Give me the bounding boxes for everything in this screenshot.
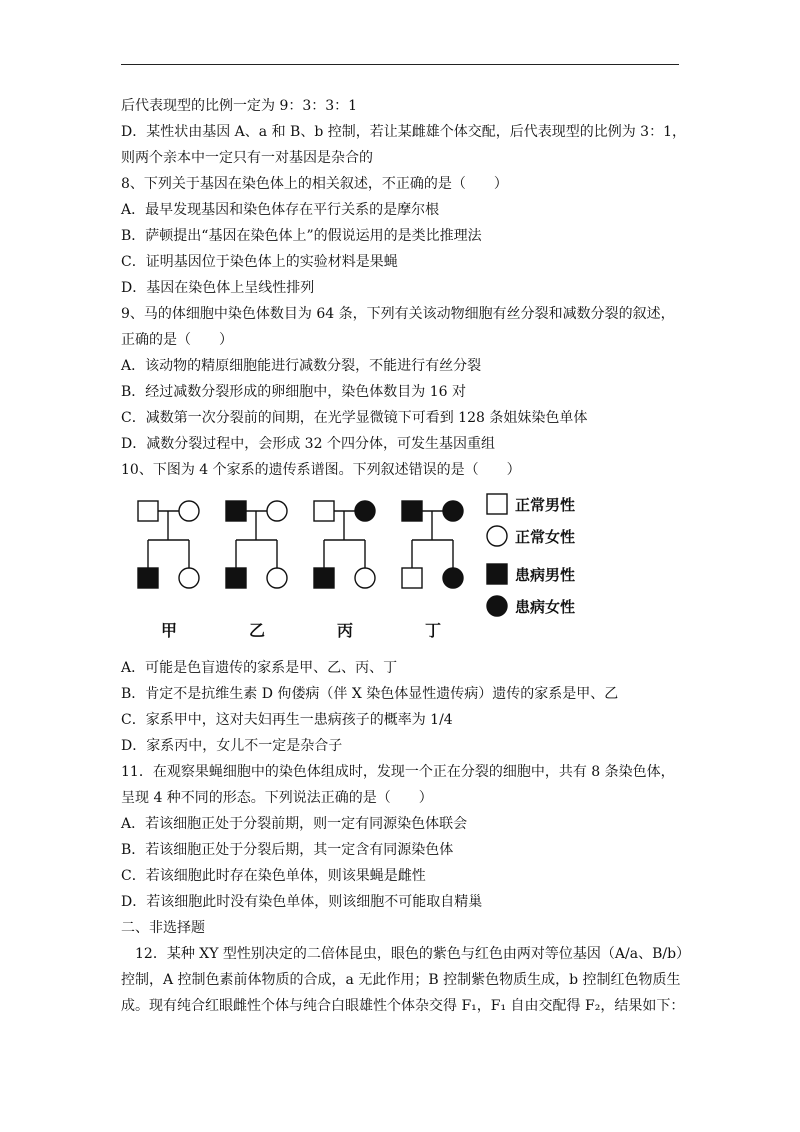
affected-male-symbol: [226, 568, 246, 588]
header-rule: [121, 64, 679, 65]
question-9-stem-cont: 正确的是（ ）: [121, 332, 233, 348]
text-line: D．某性状由基因 A、a 和 B、b 控制，若让某雌雄个体交配，后代表现型的比例为 3：1，: [121, 124, 686, 140]
option-d: D．家系丙中，女儿不一定是杂合子: [121, 738, 343, 754]
option-c: C．家系甲中，这对夫妇再生一患病孩子的概率为 1/4: [121, 712, 453, 728]
question-12-stem-cont: 成。现有纯合红眼雌性个体与纯合白眼雄性个体杂交得 F₁，F₁ 自由交配得 F₂，结果如下：: [121, 998, 685, 1014]
family-label: 乙: [249, 621, 266, 640]
legend-affected-female-symbol: [487, 596, 507, 616]
affected-male-symbol: [314, 568, 334, 588]
normal-male-symbol: [314, 501, 334, 521]
option-a: A．最早发现基因和染色体存在平行关系的是摩尔根: [121, 202, 440, 218]
family-label: 丙: [337, 621, 354, 640]
option-d: D．基因在染色体上呈线性排列: [121, 280, 315, 296]
legend-label: 正常男性: [515, 496, 576, 514]
section-heading: 二、非选择题: [121, 920, 205, 936]
option-a: A．若该细胞正处于分裂前期，则一定有同源染色体联会: [121, 816, 468, 832]
family-label: 丁: [425, 621, 442, 640]
normal-female-symbol: [355, 568, 375, 588]
affected-female-symbol: [443, 568, 463, 588]
normal-female-symbol: [267, 568, 287, 588]
affected-male-symbol: [138, 568, 158, 588]
question-8-stem: 8、下列关于基因在染色体上的相关叙述，不正确的是（ ）: [121, 176, 508, 192]
option-b: B．若该细胞正处于分裂后期，其一定含有同源染色体: [121, 842, 454, 858]
normal-female-symbol: [179, 501, 199, 521]
affected-female-symbol: [443, 501, 463, 521]
option-d: D．减数分裂过程中，会形成 32 个四分体，可发生基因重组: [121, 436, 495, 452]
question-12-stem-cont: 控制，A 控制色素前体物质的合成，a 无此作用；B 控制紫色物质生成，b 控制红色物质生: [121, 972, 681, 988]
legend-normal-female-symbol: [487, 526, 507, 546]
option-c: C．证明基因位于染色体上的实验材料是果蝇: [121, 254, 398, 270]
question-10-stem: 10、下图为 4 个家系的遗传系谱图。下列叙述错误的是（ ）: [121, 462, 521, 478]
legend-normal-male-symbol: [487, 494, 507, 514]
option-c: C．若该细胞此时存在染色单体，则该果蝇是雌性: [121, 868, 426, 884]
text-line: 后代表现型的比例一定为 9：3：3：1: [121, 98, 358, 114]
option-d: D．若该细胞此时没有染色单体，则该细胞不可能取自精巢: [121, 894, 483, 910]
legend-label: 患病女性: [515, 598, 576, 616]
option-a: A．可能是色盲遗传的家系是甲、乙、丙、丁: [121, 660, 398, 676]
affected-female-symbol: [355, 501, 375, 521]
normal-female-symbol: [179, 568, 199, 588]
option-b: B．肯定不是抗维生素 D 佝偻病（伴 X 染色体显性遗传病）遗传的家系是甲、乙: [121, 686, 619, 702]
question-9-stem: 9、马的体细胞中染色体数目为 64 条，下列有关该动物细胞有丝分裂和减数分裂的叙述，: [121, 306, 675, 322]
legend-affected-male-symbol: [487, 564, 507, 584]
question-12-stem: 12．某种 XY 型性别决定的二倍体昆虫，眼色的紫色与红色由两对等位基因（A/a、B/b）: [121, 946, 691, 962]
legend-label: 正常女性: [515, 528, 576, 546]
affected-male-symbol: [402, 501, 422, 521]
normal-female-symbol: [267, 501, 287, 521]
option-b: B．萨顿提出“基因在染色体上”的假说运用的是类比推理法: [121, 228, 482, 244]
option-a: A．该动物的精原细胞能进行减数分裂，不能进行有丝分裂: [121, 358, 482, 374]
normal-male-symbol: [138, 501, 158, 521]
pedigree-figure: [121, 488, 601, 648]
option-b: B．经过减数分裂形成的卵细胞中，染色体数目为 16 对: [121, 384, 467, 400]
normal-male-symbol: [402, 568, 422, 588]
legend-label: 患病男性: [515, 566, 576, 584]
question-11-stem-cont: 呈现 4 种不同的形态。下列说法正确的是（ ）: [121, 790, 433, 806]
option-c: C．减数第一次分裂前的间期，在光学显微镜下可看到 128 条姐妹染色单体: [121, 410, 588, 426]
affected-male-symbol: [226, 501, 246, 521]
question-11-stem: 11．在观察果蝇细胞中的染色体组成时，发现一个正在分裂的细胞中，共有 8 条染色体，: [121, 764, 675, 780]
text-line: 则两个亲本中一定只有一对基因是杂合的: [121, 150, 373, 166]
family-label: 甲: [161, 621, 178, 640]
